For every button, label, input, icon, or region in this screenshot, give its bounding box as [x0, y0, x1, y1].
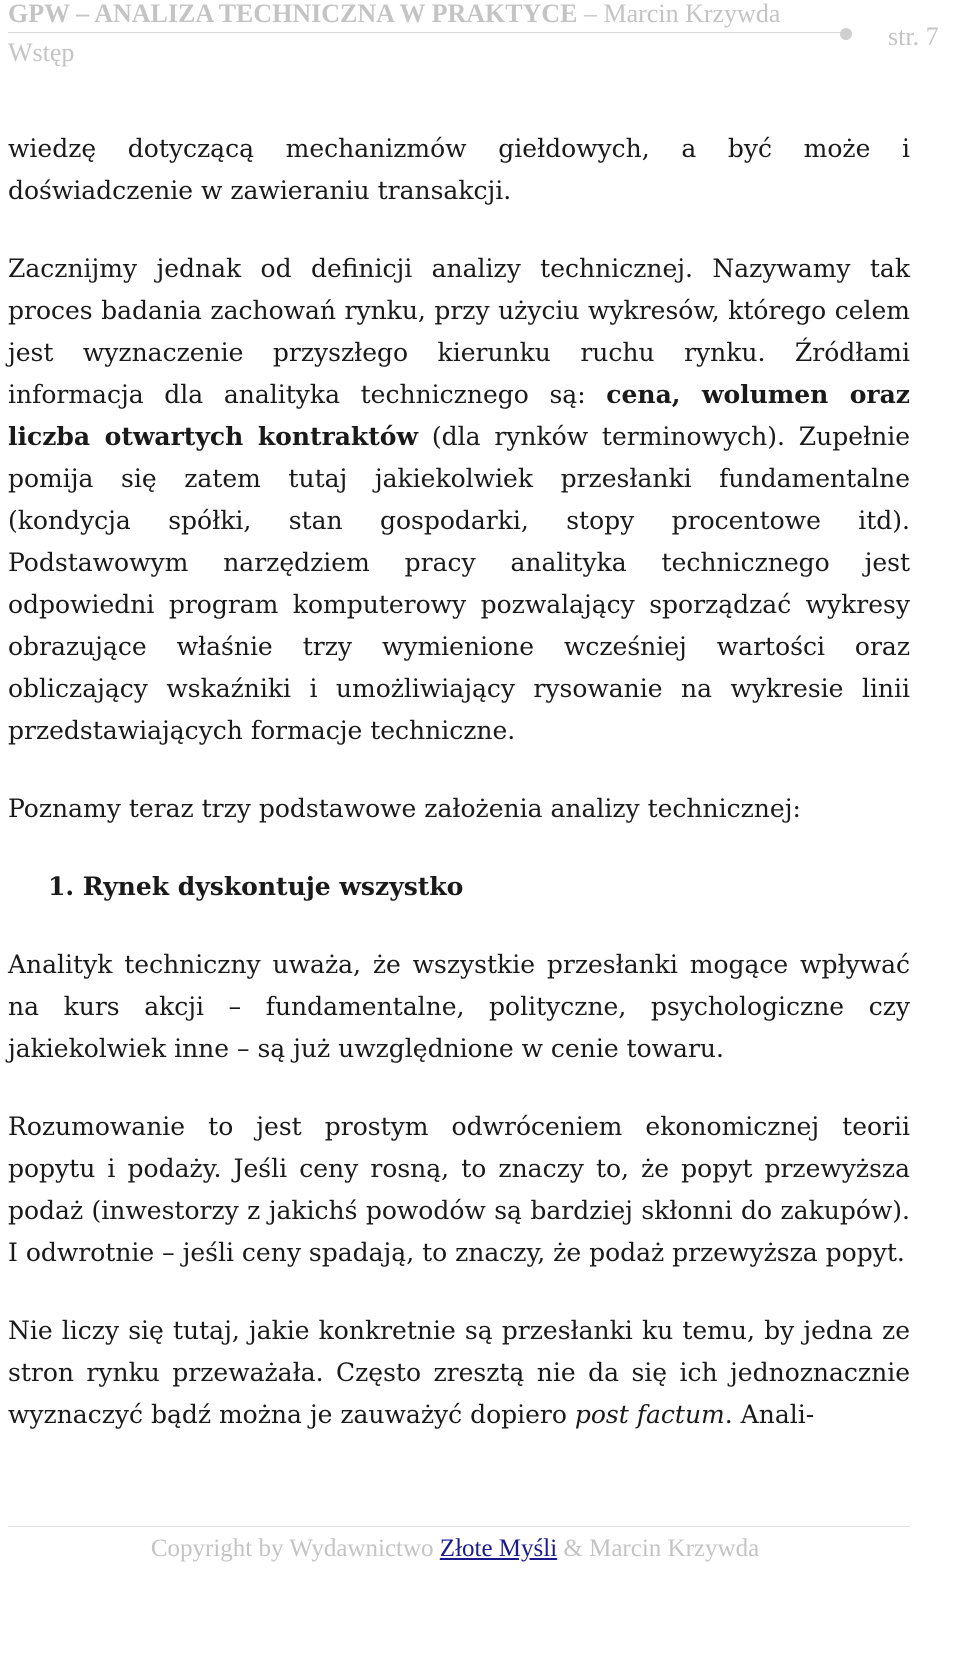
- paragraph: Rozumowanie to jest prostym odwróceniem ekonomicznej teorii popytu i podaży. Jeśli ceny rosną, to znaczy to, że popyt przewyższa podaż (inwestorzy z jakichś powodów są bardziej skłonni do zakupów). I odwrotnie – jeśli ceny spadają, to znaczy, że podaż przewyższa popyt.: [8, 1112, 910, 1267]
- header-separator: –: [583, 0, 597, 28]
- section-title: Wstęp: [8, 38, 75, 67]
- paragraph-definition: [8, 248, 910, 752]
- paragraph: [8, 1310, 910, 1436]
- header-author: Marcin Krzywda: [603, 0, 781, 28]
- paragraph-text: . Anali-: [724, 1400, 815, 1429]
- paragraph-text: Nie liczy się tutaj, jakie konkretnie są przesłanki ku temu, by jedna ze stron rynku przeważała. Często zresztą nie da się ich jednoznacznie wyznaczyć bądź można je zauważyć dopiero: [8, 1316, 910, 1429]
- footer-suffix: & Marcin Krzywda: [557, 1535, 760, 1562]
- paragraph-text: (dla rynków terminowych). Zupełnie pomija się zatem tutaj jakiekolwiek przesłanki fundamentalne (kondycja spółki, stan gospodarki, stopy procentowe itd). Podstawowym narzędziem pracy analityka technicznego jest odpowiedni program komputerowy pozwalający sporządzać wykresy obrazujące właśnie trzy wymienione wcześniej wartości oraz obliczający wskaźniki i umożliwiający rysowanie na wykresie linii przedstawiających formacje techniczne.: [8, 422, 910, 745]
- book-title: GPW – ANALIZA TECHNICZNA W PRAKTYCE: [8, 0, 578, 28]
- page-number: str. 7: [888, 22, 939, 51]
- running-header: [8, 0, 780, 28]
- paragraph: wiedzę dotyczącą mechanizmów giełdowych, a być może i doświadczenie w zawieraniu transakcji.: [8, 134, 910, 205]
- publisher-link[interactable]: Złote Myśli: [439, 1535, 558, 1562]
- emphasis-italic: post factum: [574, 1400, 725, 1429]
- numbered-heading: 1. Rynek dyskontuje wszystko: [48, 872, 464, 901]
- emphasis-bold: cena, wolumen oraz liczba otwartych kontraktów: [8, 380, 910, 451]
- footer-rule: [8, 1526, 910, 1527]
- paragraph: Poznamy teraz trzy podstawowe założenia analizy technicznej:: [8, 794, 801, 823]
- paragraph-text: Zacznijmy jednak od definicji analizy technicznej. Nazywamy tak proces badania zachowań rynku, przy użyciu wykresów, którego celem jest wyznaczenie przyszłego kierunku ruchu rynku. Źródłami informacja dla analityka technicznego są:: [8, 254, 910, 409]
- footer: [0, 1535, 910, 1563]
- footer-prefix: Copyright by Wydawnictwo: [150, 1535, 440, 1562]
- header-rule: [8, 32, 850, 33]
- paragraph: Analityk techniczny uważa, że wszystkie przesłanki mogące wpływać na kurs akcji – fundamentalne, polityczne, psychologiczne czy jakiekolwiek inne – są już uwzględnione w cenie towaru.: [8, 950, 910, 1063]
- body-content: [8, 128, 910, 1436]
- header-bullet-icon: [840, 28, 852, 40]
